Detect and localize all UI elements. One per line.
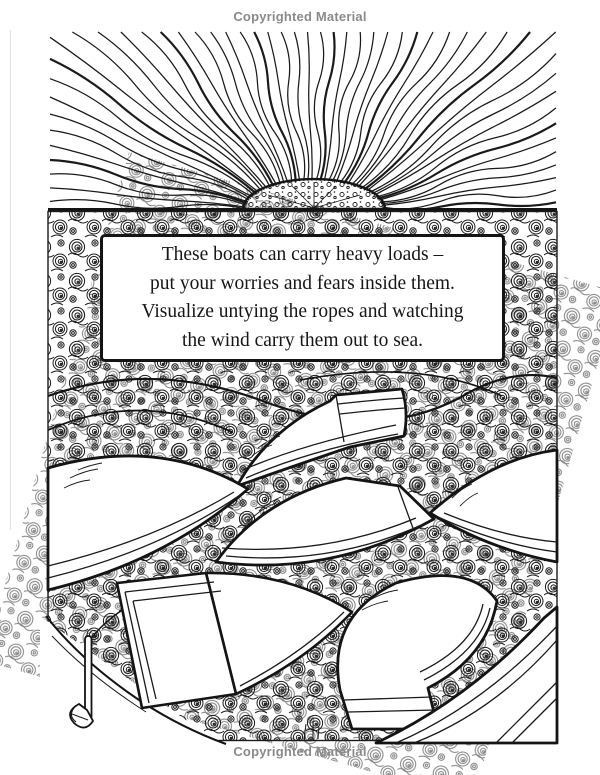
caption-line: Visualize untying the ropes and watching: [141, 301, 464, 322]
copyright-watermark-top: Copyrighted Material: [233, 9, 367, 24]
caption-line: put your worries and fears inside them.: [150, 272, 455, 294]
caption-line: These boats can carry heavy loads –: [161, 244, 444, 265]
caption-line: the wind carry them out to sea.: [182, 329, 423, 351]
copyright-watermark-bottom: Copyrighted Material: [233, 744, 367, 759]
caption-box: [100, 234, 505, 362]
